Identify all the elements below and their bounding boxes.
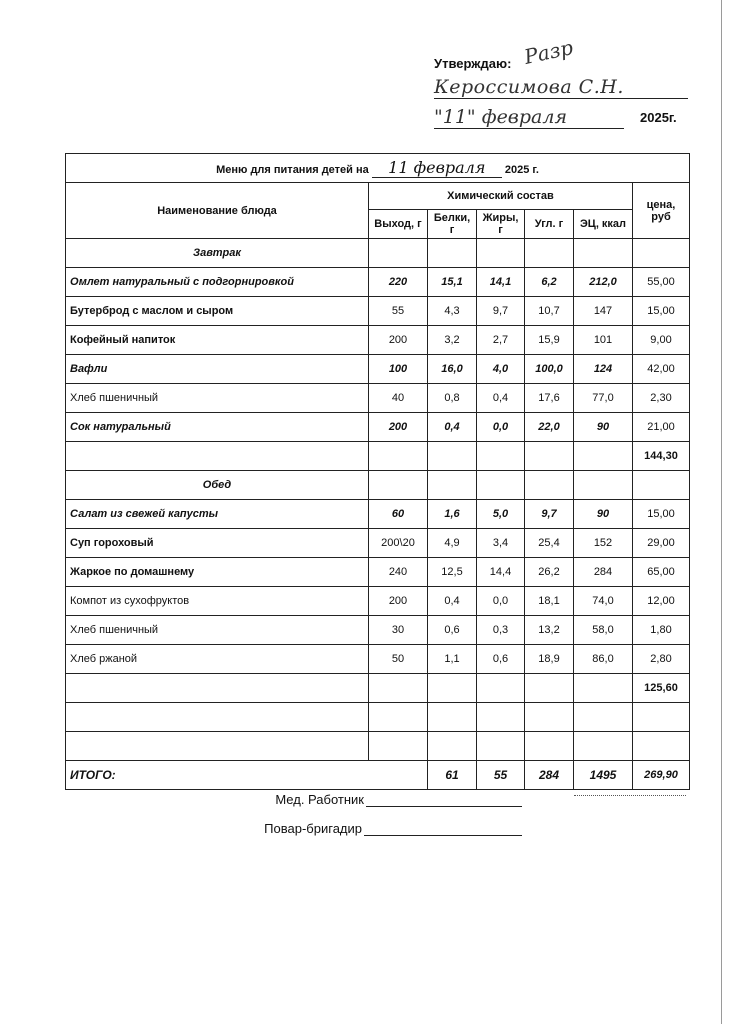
dish-protein: 16,0 (428, 355, 477, 384)
dish-price: 1,80 (633, 616, 690, 645)
approval-name: Кероссимова С.Н. (434, 76, 624, 98)
dish-carbs: 22,0 (525, 413, 574, 442)
total-label: ИТОГО: (66, 761, 428, 790)
total-carbs: 284 (525, 761, 574, 790)
dish-row (66, 529, 690, 558)
header-energy: ЭЦ, ккал (574, 210, 633, 239)
empty-row (66, 703, 690, 732)
dish-protein: 4,9 (428, 529, 477, 558)
dish-carbs: 15,9 (525, 326, 574, 355)
dish-price: 65,00 (633, 558, 690, 587)
dish-energy: 101 (574, 326, 633, 355)
section-lunch: Обед (66, 471, 369, 500)
section-row-lunch (66, 471, 690, 500)
dish-protein: 0,8 (428, 384, 477, 413)
approval-name-line (434, 98, 688, 99)
dish-energy: 90 (574, 500, 633, 529)
dish-protein: 1,6 (428, 500, 477, 529)
dish-carbs: 26,2 (525, 558, 574, 587)
approval-date-line (434, 128, 624, 129)
subtotal-row-breakfast (66, 442, 690, 471)
chef-line (364, 835, 522, 836)
dish-fat: 0,0 (477, 413, 525, 442)
total-fat: 55 (477, 761, 525, 790)
dish-row (66, 268, 690, 297)
dish-energy: 77,0 (574, 384, 633, 413)
dish-name: Жаркое по домашнему (66, 558, 369, 587)
dish-energy: 74,0 (574, 587, 633, 616)
dish-energy: 212,0 (574, 268, 633, 297)
dish-yield: 200 (369, 587, 428, 616)
dish-carbs: 9,7 (525, 500, 574, 529)
dish-yield: 60 (369, 500, 428, 529)
dish-yield: 55 (369, 297, 428, 326)
dotted-line (574, 795, 686, 796)
approval-year: 2025г. (640, 110, 677, 125)
scan-edge (721, 0, 722, 1024)
dish-energy: 152 (574, 529, 633, 558)
total-price: 269,90 (633, 761, 690, 790)
dish-row (66, 500, 690, 529)
dish-name: Кофейный напиток (66, 326, 369, 355)
dish-protein: 0,4 (428, 413, 477, 442)
dish-row (66, 326, 690, 355)
dish-name: Бутерброд с маслом и сыром (66, 297, 369, 326)
header-price: цена, руб (633, 183, 690, 239)
dish-name: Омлет натуральный с подгорнировкой (66, 268, 369, 297)
dish-name: Вафли (66, 355, 369, 384)
dish-name: Салат из свежей капусты (66, 500, 369, 529)
dish-fat: 0,3 (477, 616, 525, 645)
section-row-breakfast (66, 239, 690, 268)
dish-fat: 9,7 (477, 297, 525, 326)
dish-yield: 50 (369, 645, 428, 674)
dish-energy: 147 (574, 297, 633, 326)
menu-title-year: 2025 г. (504, 164, 539, 176)
menu-table (65, 153, 690, 790)
dish-price: 2,30 (633, 384, 690, 413)
dish-yield: 220 (369, 268, 428, 297)
dish-fat: 2,7 (477, 326, 525, 355)
approval-block (434, 35, 694, 132)
header-protein: Белки, г (428, 210, 477, 239)
dish-price: 15,00 (633, 297, 690, 326)
dish-yield: 40 (369, 384, 428, 413)
breakfast-rows (66, 268, 690, 442)
header-carbs: Угл. г (525, 210, 574, 239)
dish-carbs: 6,2 (525, 268, 574, 297)
dish-yield: 240 (369, 558, 428, 587)
med-worker-line (366, 806, 522, 807)
dish-energy: 124 (574, 355, 633, 384)
approval-label: Утверждаю: (434, 56, 512, 71)
dish-price: 29,00 (633, 529, 690, 558)
dish-carbs: 17,6 (525, 384, 574, 413)
approval-signature: Разр (522, 35, 576, 69)
dish-carbs: 25,4 (525, 529, 574, 558)
menu-title-prefix: Меню для питания детей на (216, 164, 369, 176)
header-fat: Жиры, г (477, 210, 525, 239)
dish-name: Хлеб ржаной (66, 645, 369, 674)
dish-row (66, 355, 690, 384)
total-energy: 1495 (574, 761, 633, 790)
dish-carbs: 18,9 (525, 645, 574, 674)
dish-name: Хлеб пшеничный (66, 384, 369, 413)
dish-price: 2,80 (633, 645, 690, 674)
menu-title (66, 154, 690, 183)
dish-protein: 0,4 (428, 587, 477, 616)
header-chemical: Химический состав (369, 183, 633, 210)
approval-date: "11" февраля (434, 106, 568, 128)
dish-name: Компот из сухофруктов (66, 587, 369, 616)
dish-carbs: 100,0 (525, 355, 574, 384)
dish-name: Хлеб пшеничный (66, 616, 369, 645)
dish-carbs: 13,2 (525, 616, 574, 645)
dish-row (66, 587, 690, 616)
dish-name: Сок натуральный (66, 413, 369, 442)
header-yield: Выход, г (369, 210, 428, 239)
section-breakfast: Завтрак (66, 239, 369, 268)
chef-label: Повар-бригадир (264, 821, 362, 836)
subtotal-breakfast: 144,30 (633, 442, 690, 471)
lunch-rows (66, 500, 690, 674)
total-row (66, 761, 690, 790)
dish-fat: 14,1 (477, 268, 525, 297)
dish-fat: 0,4 (477, 384, 525, 413)
dish-fat: 0,6 (477, 645, 525, 674)
dish-fat: 0,0 (477, 587, 525, 616)
dish-price: 21,00 (633, 413, 690, 442)
dish-protein: 15,1 (428, 268, 477, 297)
dish-energy: 58,0 (574, 616, 633, 645)
dish-energy: 86,0 (574, 645, 633, 674)
dish-row (66, 384, 690, 413)
dish-carbs: 10,7 (525, 297, 574, 326)
empty-row (66, 732, 690, 761)
dish-yield: 100 (369, 355, 428, 384)
dish-price: 12,00 (633, 587, 690, 616)
dish-price: 55,00 (633, 268, 690, 297)
dish-name: Суп гороховый (66, 529, 369, 558)
dish-price: 15,00 (633, 500, 690, 529)
dish-energy: 90 (574, 413, 633, 442)
dish-yield: 30 (369, 616, 428, 645)
dish-fat: 4,0 (477, 355, 525, 384)
dish-protein: 4,3 (428, 297, 477, 326)
total-protein: 61 (428, 761, 477, 790)
dish-price: 42,00 (633, 355, 690, 384)
dish-energy: 284 (574, 558, 633, 587)
subtotal-lunch: 125,60 (633, 674, 690, 703)
dish-row (66, 297, 690, 326)
med-worker-label: Мед. Работник (275, 792, 364, 807)
dish-row (66, 413, 690, 442)
dish-carbs: 18,1 (525, 587, 574, 616)
dish-yield: 200\20 (369, 529, 428, 558)
dish-row (66, 645, 690, 674)
dish-protein: 0,6 (428, 616, 477, 645)
dish-protein: 12,5 (428, 558, 477, 587)
subtotal-row-lunch (66, 674, 690, 703)
dish-protein: 1,1 (428, 645, 477, 674)
dish-yield: 200 (369, 326, 428, 355)
dish-row (66, 616, 690, 645)
dish-protein: 3,2 (428, 326, 477, 355)
menu-title-date: 11 февраля (372, 158, 502, 178)
dish-yield: 200 (369, 413, 428, 442)
dish-fat: 5,0 (477, 500, 525, 529)
dish-row (66, 558, 690, 587)
header-dish: Наименование блюда (66, 183, 369, 239)
dish-fat: 14,4 (477, 558, 525, 587)
dish-price: 9,00 (633, 326, 690, 355)
dish-fat: 3,4 (477, 529, 525, 558)
